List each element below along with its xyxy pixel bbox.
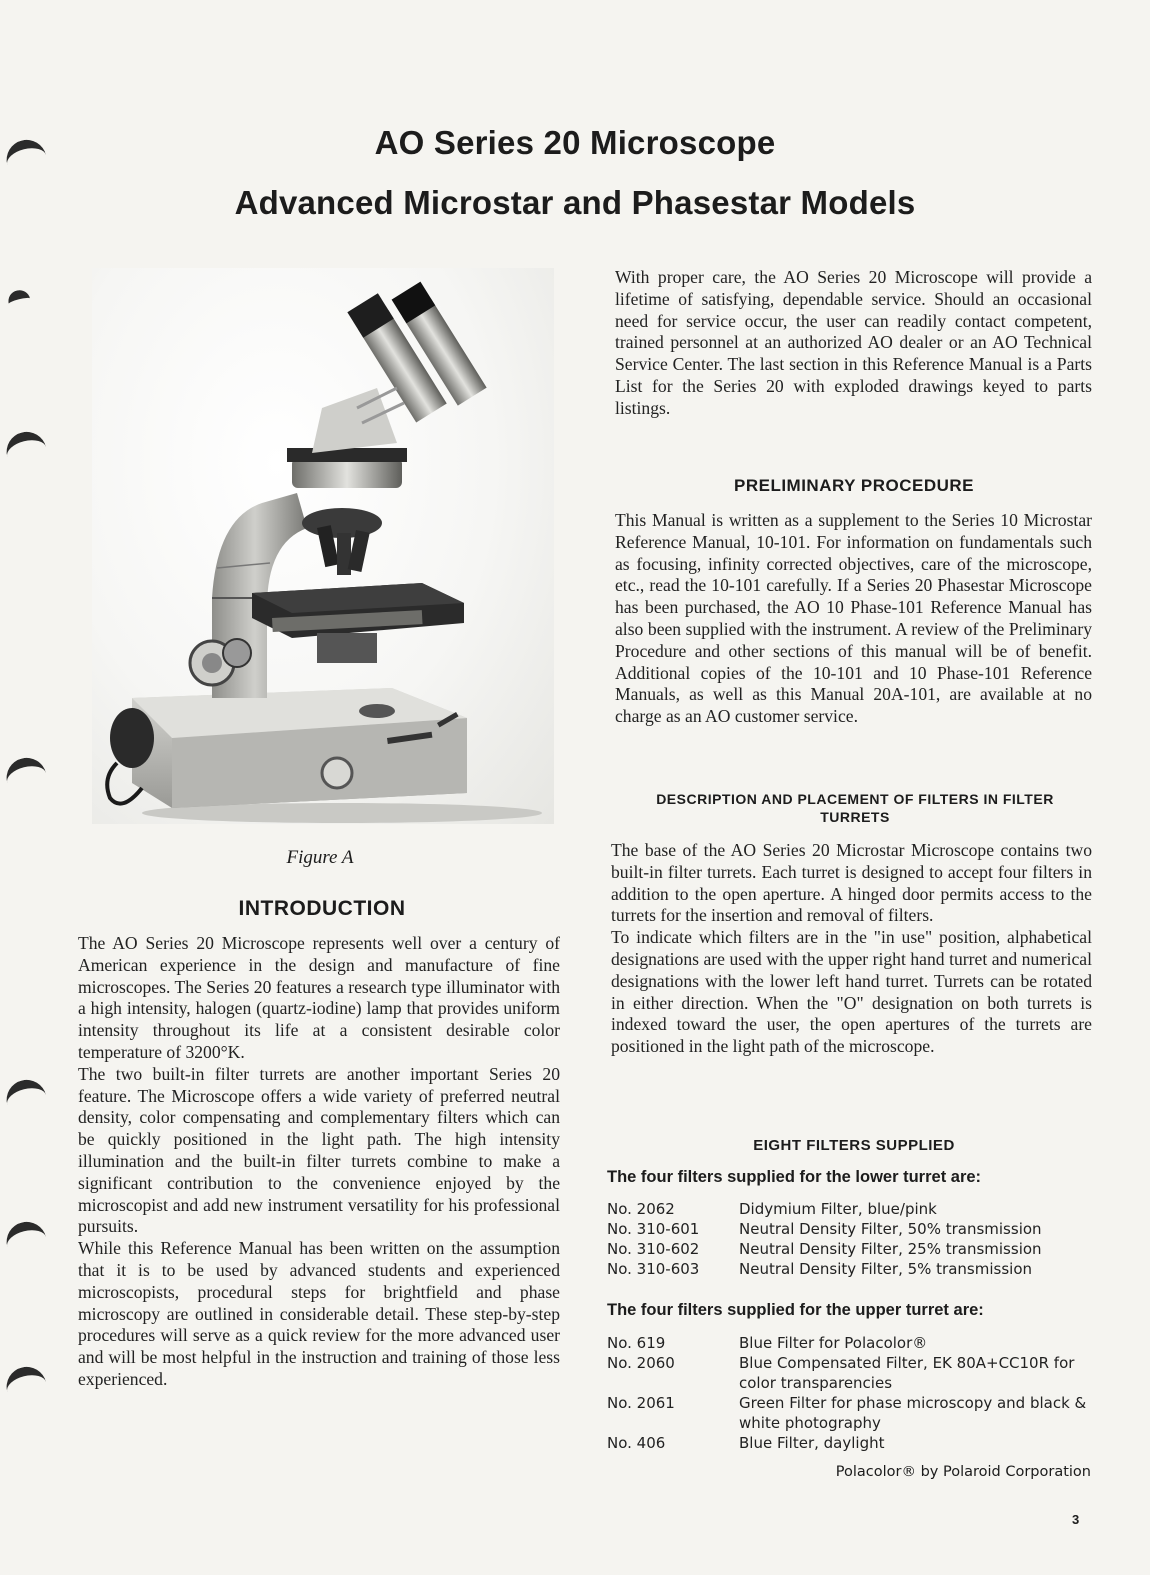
trademark-credit: Polacolor® by Polaroid Corporation	[835, 1464, 1091, 1480]
paragraph: The two built-in filter turrets are another important Series 20 feature. The Microscope offers a wide variety of preferred neutral density, color compensating and complementary filters which can be quickly positioned in the light path. The high intensity illumination and the built-in filter turrets combine to make a significant contribution to the convenience enjoyed by the microscopist and add new instrument versatility for his professional pursuits.	[78, 1063, 560, 1237]
binder-hole-icon	[2, 754, 49, 798]
filter-number: No. 619	[607, 1334, 666, 1352]
microscope-photo	[92, 268, 554, 824]
list-item	[607, 1433, 1097, 1453]
binder-hole-icon	[2, 1363, 49, 1407]
paragraph: This Manual is written as a supplement to the Series 10 Microstar Reference Manual, 10-101. For information on fundamentals such as focusing, infinity corrected objectives, care of the microscope, etc., read the 10-101 carefully. If a Series 20 Phasestar Microscope has been purchased, the AO 10 Phase-101 Reference Manual has also been supplied with the instrument. A review of the Preliminary Procedure and other sections of this manual will be of benefit. Additional copies of the 10-101 and 10 Phase-101 Reference Manuals, as well as this Manual 20A-101, are available at no charge as an AO customer service.	[615, 510, 1092, 727]
lower-turret-heading: The four filters supplied for the lower turret are:	[607, 1168, 982, 1186]
figure-caption: Figure A	[286, 847, 354, 868]
description-heading: DESCRIPTION AND PLACEMENT OF FILTERS IN FILTER TURRETS	[656, 791, 1054, 825]
filter-description: Didymium Filter, blue/pink	[739, 1200, 937, 1218]
list-item	[607, 1199, 1097, 1219]
filter-number: No. 310-601	[607, 1220, 700, 1238]
binder-hole-icon	[2, 1076, 49, 1120]
filter-number: No. 2060	[607, 1354, 675, 1372]
paragraph: To indicate which filters are in the "in use" position, alphabetical designations are used with the upper right hand turret and numerical designations with the lower left hand turret. Turrets can be rotated in either direction. When the "O" designation on both turrets is indexed toward the user, the open apertures of the turrets are positioned in the light path of the microscope.	[611, 927, 1092, 1057]
binder-hole-icon	[2, 1218, 49, 1262]
filter-number: No. 406	[607, 1434, 666, 1452]
filter-number: No. 310-603	[607, 1260, 700, 1278]
filter-description: Neutral Density Filter, 50% transmission	[739, 1220, 1042, 1238]
list-item	[607, 1333, 1097, 1353]
list-item	[607, 1353, 1097, 1393]
filter-number: No. 310-602	[607, 1240, 700, 1258]
filters-heading: EIGHT FILTERS SUPPLIED	[753, 1137, 955, 1154]
description-body	[611, 840, 1092, 1058]
preliminary-heading: PRELIMINARY PROCEDURE	[733, 476, 975, 495]
paragraph: While this Reference Manual has been written on the assumption that it is to be used by advanced students and experienced microscopists, procedural steps for brightfield and phase microscopy are outlined in considerable detail. These step-by-step procedures will serve as a quick review for the more advanced user and will be most helpful in the instruction and training of those less experienced.	[78, 1238, 560, 1389]
intro-paragraph	[615, 267, 1092, 420]
list-item	[607, 1259, 1097, 1279]
paragraph: With proper care, the AO Series 20 Microscope will provide a lifetime of satisfying, dependable service. Should an occasional need for service occur, the user can readily contact competent, trained personnel at an authorized AO dealer or an AO Technical Service Center. The last section in this Reference Manual is a Parts List for the Series 20 with exploded drawings keyed to parts listings.	[615, 267, 1092, 418]
binder-hole-icon	[2, 428, 49, 472]
list-item	[607, 1239, 1097, 1259]
paragraph: The AO Series 20 Microscope represents well over a century of American experience in the design and manufacture of fine microscopes. The Series 20 features a research type illuminator with a high intensity, halogen (quartz-iodine) lamp that provides uniform intensity throughout its life at a consistent desirable color temperature of 3200°K.	[78, 933, 560, 1062]
page-subtitle: Advanced Microstar and Phasestar Models	[234, 184, 916, 221]
filter-description: Blue Compensated Filter, EK 80A+CC10R for color transparencies	[739, 1354, 1075, 1392]
binder-hole-icon	[6, 288, 36, 327]
upper-turret-heading: The four filters supplied for the upper turret are:	[607, 1301, 984, 1319]
filter-description: Blue Filter for Polacolor®	[739, 1334, 928, 1352]
filter-description: Green Filter for phase microscopy and black & white photography	[739, 1394, 1087, 1432]
page-title: AO Series 20 Microscope	[374, 124, 776, 161]
upper-filter-list	[607, 1333, 1097, 1453]
lower-filter-list	[607, 1199, 1097, 1279]
list-item	[607, 1393, 1097, 1433]
filter-description: Blue Filter, daylight	[739, 1434, 885, 1452]
paragraph: The base of the AO Series 20 Microstar Microscope contains two built-in filter turrets. Each turret is designed to accept four filters in addition to the open aperture. A hinged door permits access to the turrets for the insertion and removal of filters.	[611, 840, 1092, 926]
preliminary-body	[615, 510, 1092, 728]
introduction-body	[78, 933, 560, 1391]
introduction-heading: INTRODUCTION	[238, 897, 406, 920]
filter-description: Neutral Density Filter, 5% transmission	[739, 1260, 1032, 1278]
filter-description: Neutral Density Filter, 25% transmission	[739, 1240, 1042, 1258]
list-item	[607, 1219, 1097, 1239]
filter-number: No. 2061	[607, 1394, 675, 1412]
filter-number: No. 2062	[607, 1200, 675, 1218]
page-number: 3	[1072, 1512, 1080, 1527]
